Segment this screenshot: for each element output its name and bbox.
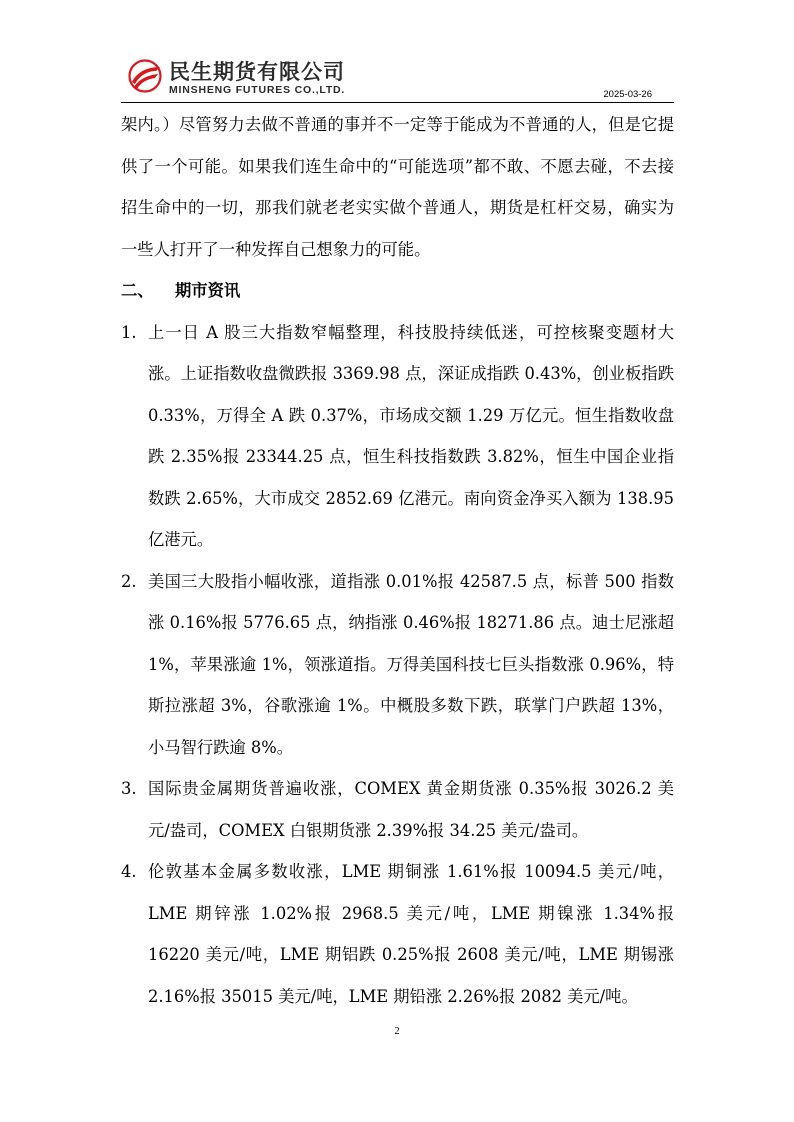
item-text: 国际贵金属期货普遍收涨，COMEX 黄金期货涨 0.35%报 3026.2 美元/盎司，COMEX 白银期货涨 2.39%报 34.25 美元/盎司。 [148,779,674,840]
item-number: 3. [121,779,137,798]
page-header [121,56,674,103]
item-number: 4. [121,862,137,881]
company-name-cn: 民生期货有限公司 [169,60,345,84]
item-text: 美国三大股指小幅收涨，道指涨 0.01%报 42587.5 点，标普 500 指数涨 0.16%报 5776.65 点，纳指涨 0.46%报 18271.86 点。迪士尼涨超 1%，苹果涨逾 1%，领涨道指。万得美国科技七巨头指数涨 0.96%，特斯拉涨超 3%，谷歌涨逾 1%。中概股多数下跌，联掌门户跌超 13%，小马智行跌逾 8%。 [148,571,674,757]
company-name-en: MINSHENG FUTURES CO.,LTD. [169,84,346,96]
news-item-4 [121,851,674,1017]
minsheng-logo-icon [127,58,163,94]
intro-paragraph: 架内。）尽管努力去做不普通的事并不一定等于能成为不普通的人，但是它提供了一个可能。如果我们连生命中的“可能选项”都不敢、不愿去碰，不去接招生命中的一切，那我们就老老实实做个普通人，期货是杠杆交易，确实为一些人打开了一种发挥自己想象力的可能。 [121,115,674,259]
section-title: 期市资讯 [175,281,241,300]
item-number: 2. [121,571,137,591]
news-item-3 [121,768,674,851]
item-text: 伦敦基本金属多数收涨，LME 期铜涨 1.61%报 10094.5 美元/吨，LME 期锌涨 1.02%报 2968.5 美元/吨，LME 期镍涨 1.34%报 16220 美元/吨，LME 期铝跌 0.25%报 2608 美元/吨，LME 期锡涨 2.16%报 35015 美元/吨，LME 期铅涨 2.26%报 2082 美元/吨。 [148,862,674,1006]
section-heading [121,270,674,312]
news-item-1 [121,312,674,561]
item-text: 上一日 A 股三大指数窄幅整理，科技股持续低迷，可控核聚变题材大涨。上证指数收盘微跌报 3369.98 点，深证成指跌 0.43%，创业板指跌 0.33%，万得全 A 跌 0.37%，市场成交额 1.29 万亿元。恒生指数收盘跌 2.35%报 23344.25 点，恒生科技指数跌 3.82%，恒生中国企业指数跌 2.65%，大市成交 2852.69 亿港元。南向资金净买入额为 138.95 亿港元。 [148,322,674,549]
news-item-2 [121,561,674,769]
report-date: 2025-03-26 [603,89,652,100]
document-body [121,104,674,1017]
page-number: 2 [394,1026,400,1037]
section-number: 二、 [121,281,154,300]
item-number: 1. [121,322,137,342]
